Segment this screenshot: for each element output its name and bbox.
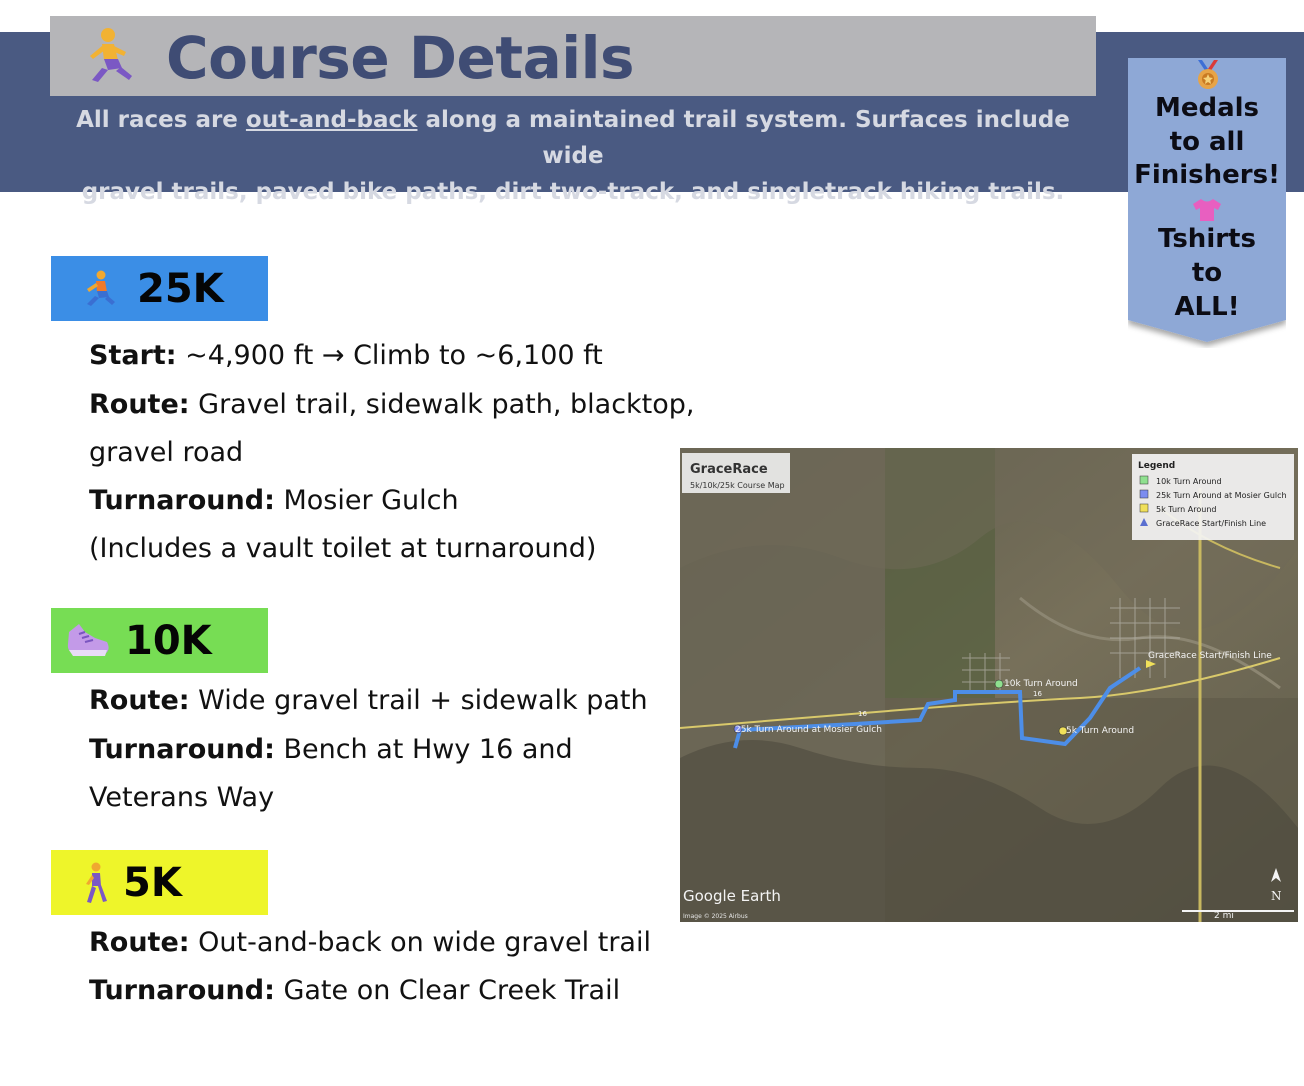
course-map [680, 448, 1298, 922]
course-map-image [680, 448, 1298, 922]
race-label-10k [51, 608, 268, 673]
legend-10k: 10k Turn Around [1156, 477, 1222, 486]
10k-turnaround: Turnaround: Bench at Hwy 16 and [89, 734, 573, 765]
legend-start: GraceRace Start/Finish Line [1156, 519, 1267, 528]
map-start-label: GraceRace Start/Finish Line [1148, 651, 1272, 661]
runner-icon [78, 26, 138, 86]
ribbon-to-all-text: to all [1169, 127, 1245, 157]
race-label-25k [51, 256, 268, 321]
25k-note: (Includes a vault toilet at turnaround) [89, 533, 597, 564]
legend-title: Legend [1138, 461, 1176, 471]
10k-turnaround-continued: Veterans Way [89, 782, 275, 813]
legend-25k: 25k Turn Around at Mosier Gulch [1156, 491, 1287, 500]
race-label-25k-text: 25K [137, 266, 224, 312]
legend-10k-marker [1140, 476, 1148, 484]
ribbon-finishers-text: Finishers! [1134, 160, 1280, 190]
page-title: Course Details [166, 24, 634, 92]
race-label-5k-text: 5K [123, 860, 182, 906]
ribbon-medals-text: Medals [1154, 93, 1260, 123]
map-10k-label: 10k Turn Around [1004, 679, 1078, 689]
map-scale: 2 mi [1214, 911, 1234, 921]
tshirt-icon [1191, 198, 1223, 222]
legend-5k: 5k Turn Around [1156, 505, 1217, 514]
medals-ribbon [1128, 58, 1286, 348]
25k-start: Start: ~4,900 ft → Climb to ~6,100 ft [89, 340, 603, 371]
legend-25k-marker [1140, 490, 1148, 498]
map-copyright: Image © 2025 Airbus [683, 913, 748, 920]
race-label-10k-text: 10K [125, 618, 212, 664]
out-and-back-text: out-and-back [245, 107, 418, 133]
map-subtitle: 5k/10k/25k Course Map [690, 481, 785, 490]
walker-icon [81, 862, 111, 904]
google-earth-watermark: Google Earth [683, 887, 781, 905]
ribbon-tshirts-text: Tshirts [1158, 224, 1256, 254]
running-shoe-icon [65, 620, 111, 660]
ribbon-to-text: to [1191, 258, 1223, 288]
north-label: N [1271, 889, 1282, 903]
map-title: GraceRace [690, 462, 768, 477]
5k-route: Route: Out-and-back on wide gravel trail [89, 927, 651, 958]
25k-route: Route: Gravel trail, sidewalk path, blacktop, [89, 389, 695, 420]
legend-5k-marker [1140, 504, 1148, 512]
runner-icon [79, 270, 119, 308]
map-25k-label: 25k Turn Around at Mosier Gulch [735, 725, 882, 735]
course-description: All races are out-and-back along a maintained trail system. Surfaces include wide gravel trails, paved bike paths, dirt two-track, and singletrack hiking trails. [76, 107, 1070, 205]
map-hwy-label: 16 [858, 710, 867, 718]
25k-turnaround: Turnaround: Mosier Gulch [89, 485, 459, 516]
ribbon-all-text: ALL! [1174, 292, 1240, 322]
race-label-5k [51, 850, 268, 915]
5k-turnaround: Turnaround: Gate on Clear Creek Trail [89, 975, 621, 1006]
10k-route: Route: Wide gravel trail + sidewalk path [89, 685, 648, 716]
25k-route-continued: gravel road [89, 437, 244, 468]
map-5k-label: 5k Turn Around [1066, 726, 1135, 736]
medal-icon [1195, 60, 1221, 90]
map-hwy-label-2: 16 [1033, 690, 1042, 698]
